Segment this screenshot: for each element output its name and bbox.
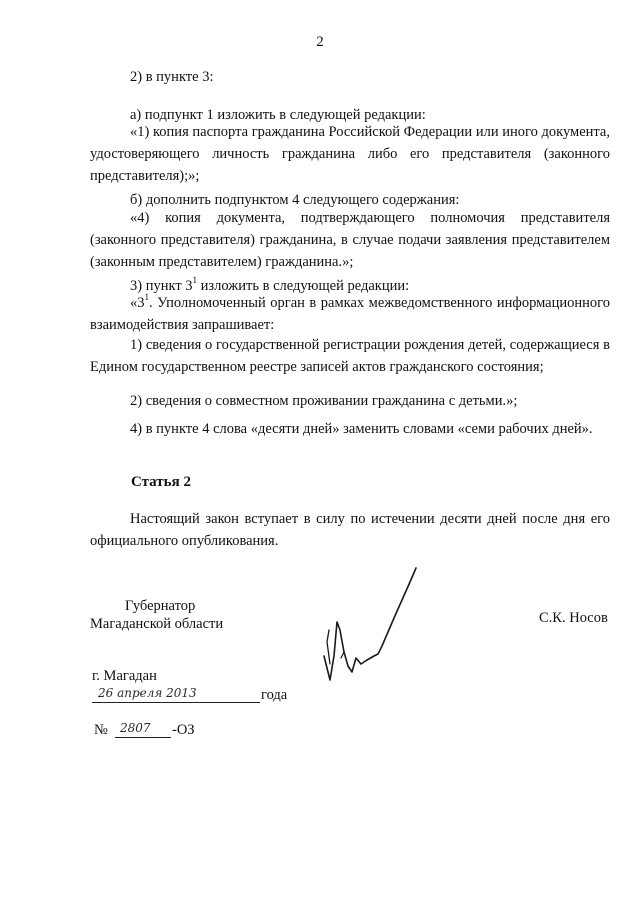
sub-b-text: «4) копия документа, подтверждающего полномочия представителя (законного представителя) гражданина, в случае подачи заявления представителем (законным представителем) гражданина.»;: [90, 210, 610, 270]
article-heading: Статья 2: [131, 474, 191, 490]
law-number-handwritten: 2807: [120, 721, 151, 735]
sub-a-text: «1) копия паспорта гражданина Российской Федерации или иного документа, удостоверяющего личность гражданина либо его представителя (законного представителя);»;: [90, 124, 610, 184]
sub-a-intro: а) подпункт 1 изложить в следующей редакции:: [130, 107, 426, 123]
place-label: г. Магадан: [92, 668, 157, 684]
item3-intro-after: изложить в следующей редакции:: [197, 278, 410, 294]
sub-b-intro: б) дополнить подпунктом 4 следующего содержания:: [130, 192, 460, 208]
date-suffix: года: [261, 687, 288, 703]
article-text: Настоящий закон вступает в силу по истечении десяти дней после дня его официального опубликования.: [90, 511, 610, 549]
law-number-underline: [115, 737, 171, 738]
item3-point2: 2) сведения о совместном проживании гражданина с детьми.»;: [130, 393, 518, 409]
law-number-suffix: -ОЗ: [172, 722, 195, 738]
item4-text: 4) в пункте 4 слова «десяти дней» заменить словами «семи рабочих дней».: [130, 421, 593, 437]
handwritten-signature: [318, 560, 438, 690]
item3-lead-after: . Уполномоченный орган в рамках межведомственного информационного взаимодействия запрашивает:: [90, 295, 610, 333]
signatory-title-line2: Магаданской области: [90, 616, 224, 632]
law-number-prefix: №: [94, 722, 108, 738]
item2-intro: 2) в пункте 3:: [130, 69, 214, 85]
item3-intro-sup: 1: [192, 275, 198, 286]
signatory-title-line1: Губернатор: [125, 598, 196, 614]
item3-lead-sup: 1: [144, 292, 149, 303]
item3-lead-before: «3: [130, 295, 145, 311]
date-handwritten: 26 апреля 2013: [98, 686, 197, 700]
signatory-name: С.К. Носов: [539, 610, 608, 626]
item3-lead: [90, 292, 610, 336]
item3-point1: 1) сведения о государственной регистрации рождения детей, содержащиеся в Едином государственном реестре записей актов гражданского состояния;: [90, 337, 610, 375]
date-underline: [92, 702, 260, 703]
page-number: 2: [316, 34, 324, 50]
item3-intro-before: 3) пункт 3: [130, 278, 193, 294]
